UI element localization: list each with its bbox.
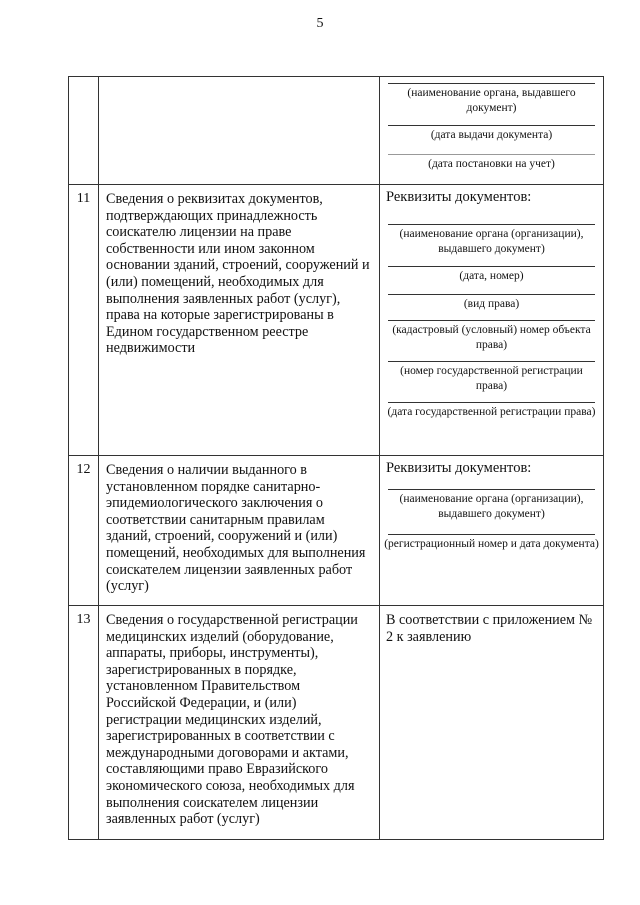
table-row xyxy=(69,185,604,456)
field-caption: (регистрационный номер и дата документа) xyxy=(384,538,599,550)
table-row xyxy=(69,606,604,840)
table-row xyxy=(69,456,604,606)
description-cell: Сведения о наличии выданного в установленном порядке санитарно-эпидемиологического заключения о соответствии санитарным правилам зданий, строений, сооружений и (или) помещений, необходимых для выполнения соискателем лицензии заявленных работ (услуг) xyxy=(99,456,380,606)
field-caption: (вид права) xyxy=(463,298,520,310)
requisites-cell xyxy=(380,606,604,840)
page-number: 5 xyxy=(316,16,324,31)
field-caption: (дата постановки на учет) xyxy=(428,158,555,170)
requisites-cell xyxy=(380,77,604,185)
row-number-cell: 13 xyxy=(69,606,99,840)
field-caption: (дата выдачи документа) xyxy=(430,129,553,141)
description-cell xyxy=(99,77,380,185)
field-caption: (дата государственной регистрации права) xyxy=(387,406,596,418)
application-table xyxy=(68,76,604,840)
requisites-title: Реквизиты документов: xyxy=(386,460,532,476)
row-number-cell: 11 xyxy=(69,185,99,456)
field-caption: (наименование органа, выдавшего документ) xyxy=(407,87,576,114)
field-caption: (номер государственной регистрации права) xyxy=(400,365,583,392)
row-number-cell: 12 xyxy=(69,456,99,606)
table-row xyxy=(69,77,604,185)
row-number-cell xyxy=(69,77,99,185)
requisites-cell xyxy=(380,456,604,606)
field-caption: (наименование органа (организации), выдавшего документ) xyxy=(399,228,584,255)
field-caption: (кадастровый (условный) номер объекта права) xyxy=(392,324,591,351)
field-caption: (дата, номер) xyxy=(459,270,524,282)
requisites-title: Реквизиты документов: xyxy=(386,189,532,205)
description-cell: Сведения о реквизитах документов, подтверждающих принадлежность соискателю лицензии на праве собственности или ином законном основании зданий, строений, сооружений и (или) помещений, необходимых для выполнения заявленных работ (услуг), права на которые зарегистрированы в Едином государственном реестре недвижимости xyxy=(99,185,380,456)
requisites-text: В соответствии с приложением № 2 к заявлению xyxy=(386,612,593,645)
description-cell: Сведения о государственной регистрации медицинских изделий (оборудование, аппараты, приборы, инструменты), зарегистрированных в порядке, установленном Правительством Российской Федерации, и (или) регистрации медицинских изделий, зарегистрированных в соответствии с международными договорами и актами, составляющими право Евразийского экономического союза, необходимых для выполнения соискателем лицензии заявленных работ (услуг) xyxy=(99,606,380,840)
requisites-cell xyxy=(380,185,604,456)
field-caption: (наименование органа (организации), выдавшего документ) xyxy=(399,493,584,520)
